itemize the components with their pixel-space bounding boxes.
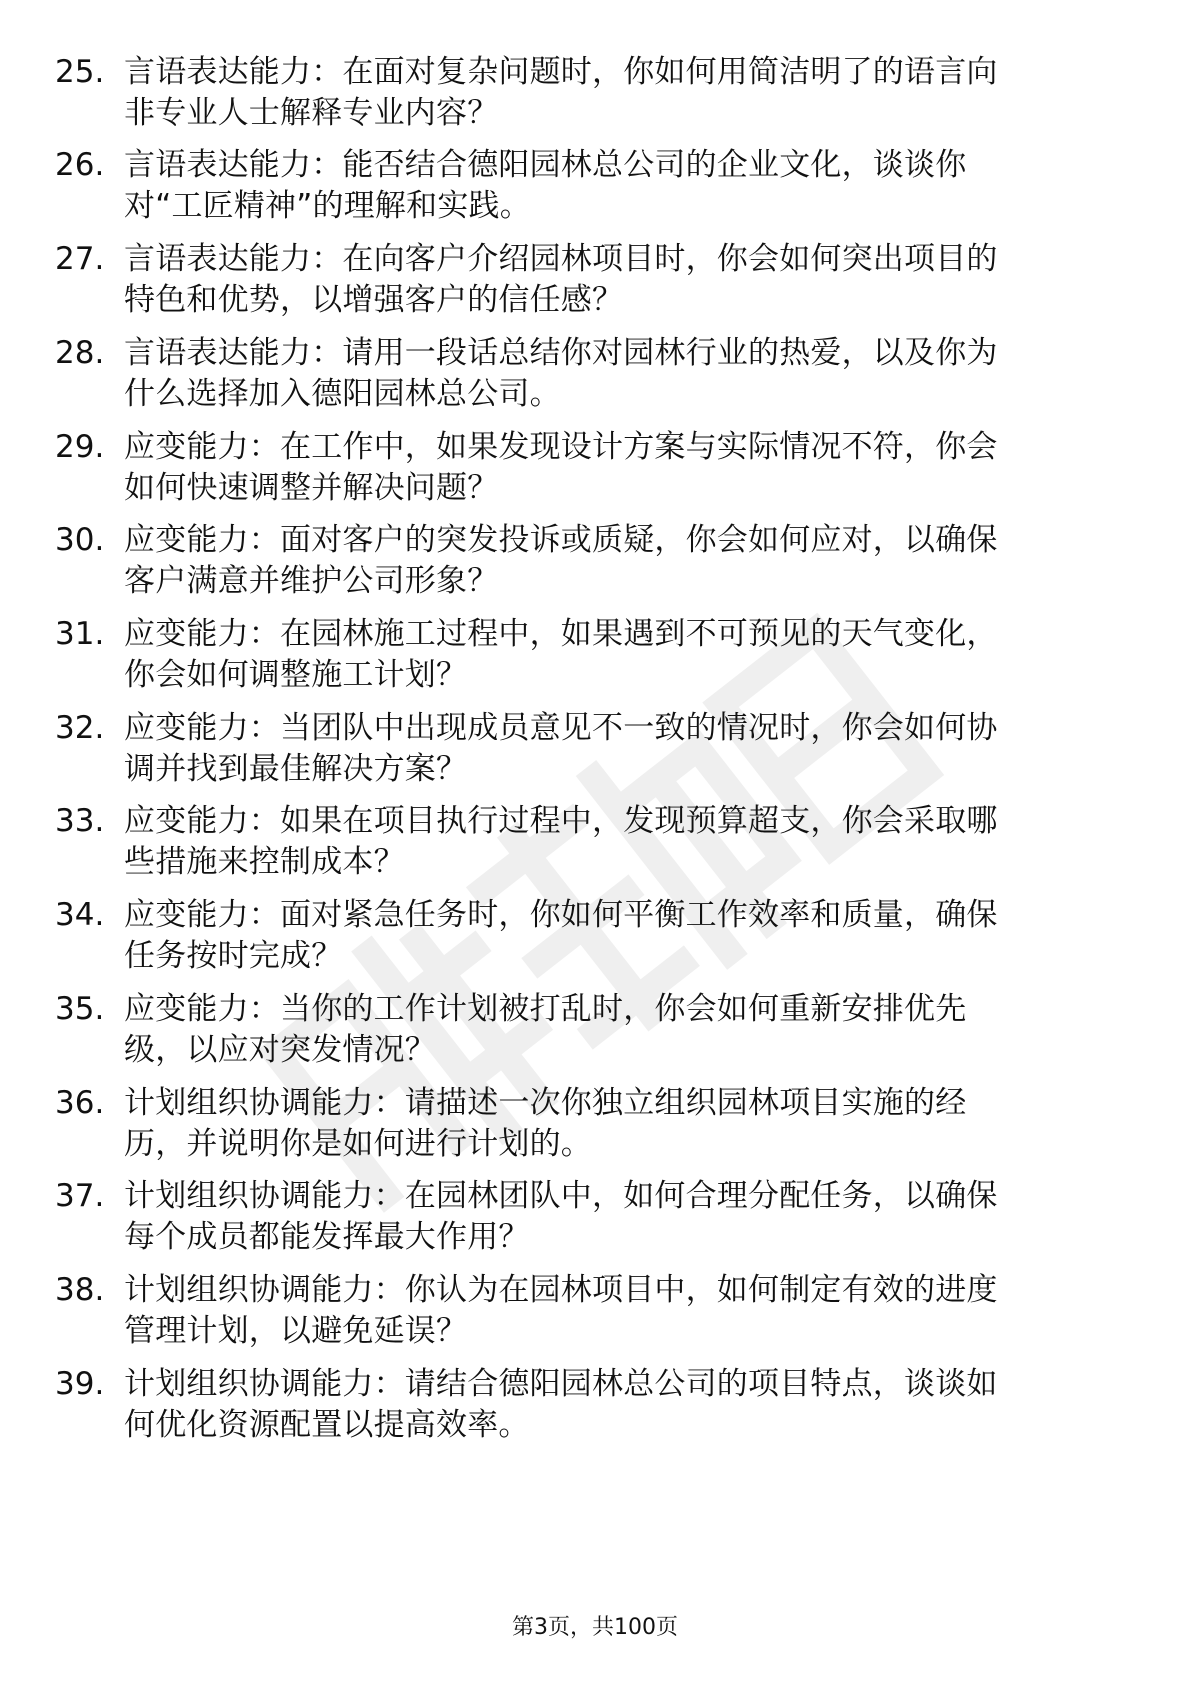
question-text-line: 应变能力：当你的工作计划被打乱时，你会如何重新安排优先: [124, 991, 967, 1027]
question-text-line: 言语表达能力：请用一段话总结你对园林行业的热爱，以及你为: [124, 335, 998, 371]
question-text-line: 级，以应对突发情况？: [124, 1032, 436, 1068]
question-number: 35.: [55, 991, 105, 1027]
question-text-line: 何优化资源配置以提高效率。: [124, 1407, 530, 1443]
list-item: [0, 427, 1190, 517]
question-text-line: 应变能力：面对紧急任务时，你如何平衡工作效率和质量，确保: [124, 897, 998, 933]
question-text-line: 特色和优势，以增强客户的信任感？: [124, 282, 624, 318]
question-text-line: 历，并说明你是如何进行计划的。: [124, 1126, 592, 1162]
question-number: 27.: [55, 241, 105, 277]
question-text-line: 计划组织协调能力：在园林团队中，如何合理分配任务，以确保: [124, 1178, 998, 1214]
list-item: [0, 1176, 1190, 1266]
question-text-line: 计划组织协调能力：你认为在园林项目中，如何制定有效的进度: [124, 1272, 998, 1308]
question-text-line: 对“工匠精神”的理解和实践。: [124, 188, 531, 224]
list-item: [0, 895, 1190, 985]
question-number: 30.: [55, 522, 105, 558]
question-text-line: 计划组织协调能力：请结合德阳园林总公司的项目特点，谈谈如: [124, 1366, 998, 1402]
question-number: 28.: [55, 335, 105, 371]
question-number: 36.: [55, 1085, 105, 1121]
question-text-line: 管理计划，以避免延误？: [124, 1313, 468, 1349]
question-number: 26.: [55, 147, 105, 183]
list-item: [0, 801, 1190, 891]
question-text-line: 如何快速调整并解决问题？: [124, 470, 499, 506]
list-item: [0, 1270, 1190, 1360]
question-text-line: 每个成员都能发挥最大作用？: [124, 1219, 530, 1255]
question-text-line: 调并找到最佳解决方案？: [124, 751, 468, 787]
question-text-line: 什么选择加入德阳园林总公司。: [124, 376, 561, 412]
question-text-line: 客户满意并维护公司形象？: [124, 563, 499, 599]
question-number: 39.: [55, 1366, 105, 1402]
list-item: [0, 708, 1190, 798]
question-number: 34.: [55, 897, 105, 933]
question-text-line: 计划组织协调能力：请描述一次你独立组织园林项目实施的经: [124, 1085, 967, 1121]
question-number: 37.: [55, 1178, 105, 1214]
list-item: [0, 520, 1190, 610]
question-text-line: 言语表达能力：在面对复杂问题时，你如何用简洁明了的语言向: [124, 54, 998, 90]
question-text-line: 应变能力：如果在项目执行过程中，发现预算超支，你会采取哪: [124, 803, 998, 839]
question-number: 25.: [55, 54, 105, 90]
question-text-line: 非专业人士解释专业内容？: [124, 95, 499, 131]
question-number: 38.: [55, 1272, 105, 1308]
question-text-line: 应变能力：在园林施工过程中，如果遇到不可预见的天气变化，: [124, 616, 998, 652]
question-number: 32.: [55, 710, 105, 746]
page-number-footer: 第3页，共100页: [512, 1615, 678, 1640]
question-number: 33.: [55, 803, 105, 839]
list-item: [0, 239, 1190, 329]
question-text-line: 你会如何调整施工计划？: [124, 657, 468, 693]
question-text-line: 言语表达能力：能否结合德阳园林总公司的企业文化，谈谈你: [124, 147, 967, 183]
list-item: [0, 1083, 1190, 1173]
question-number: 29.: [55, 429, 105, 465]
question-text-line: 些措施来控制成本？: [124, 844, 405, 880]
list-item: [0, 614, 1190, 704]
list-item: [0, 1364, 1190, 1454]
question-text-line: 应变能力：面对客户的突发投诉或质疑，你会如何应对，以确保: [124, 522, 998, 558]
question-text-line: 应变能力：在工作中，如果发现设计方案与实际情况不符，你会: [124, 429, 998, 465]
question-number: 31.: [55, 616, 105, 652]
question-text-line: 言语表达能力：在向客户介绍园林项目时，你会如何突出项目的: [124, 241, 998, 277]
question-text-line: 任务按时完成？: [124, 938, 343, 974]
list-item: [0, 145, 1190, 235]
question-text-line: 应变能力：当团队中出现成员意见不一致的情况时，你会如何协: [124, 710, 998, 746]
list-item: [0, 52, 1190, 142]
list-item: [0, 333, 1190, 423]
list-item: [0, 989, 1190, 1079]
